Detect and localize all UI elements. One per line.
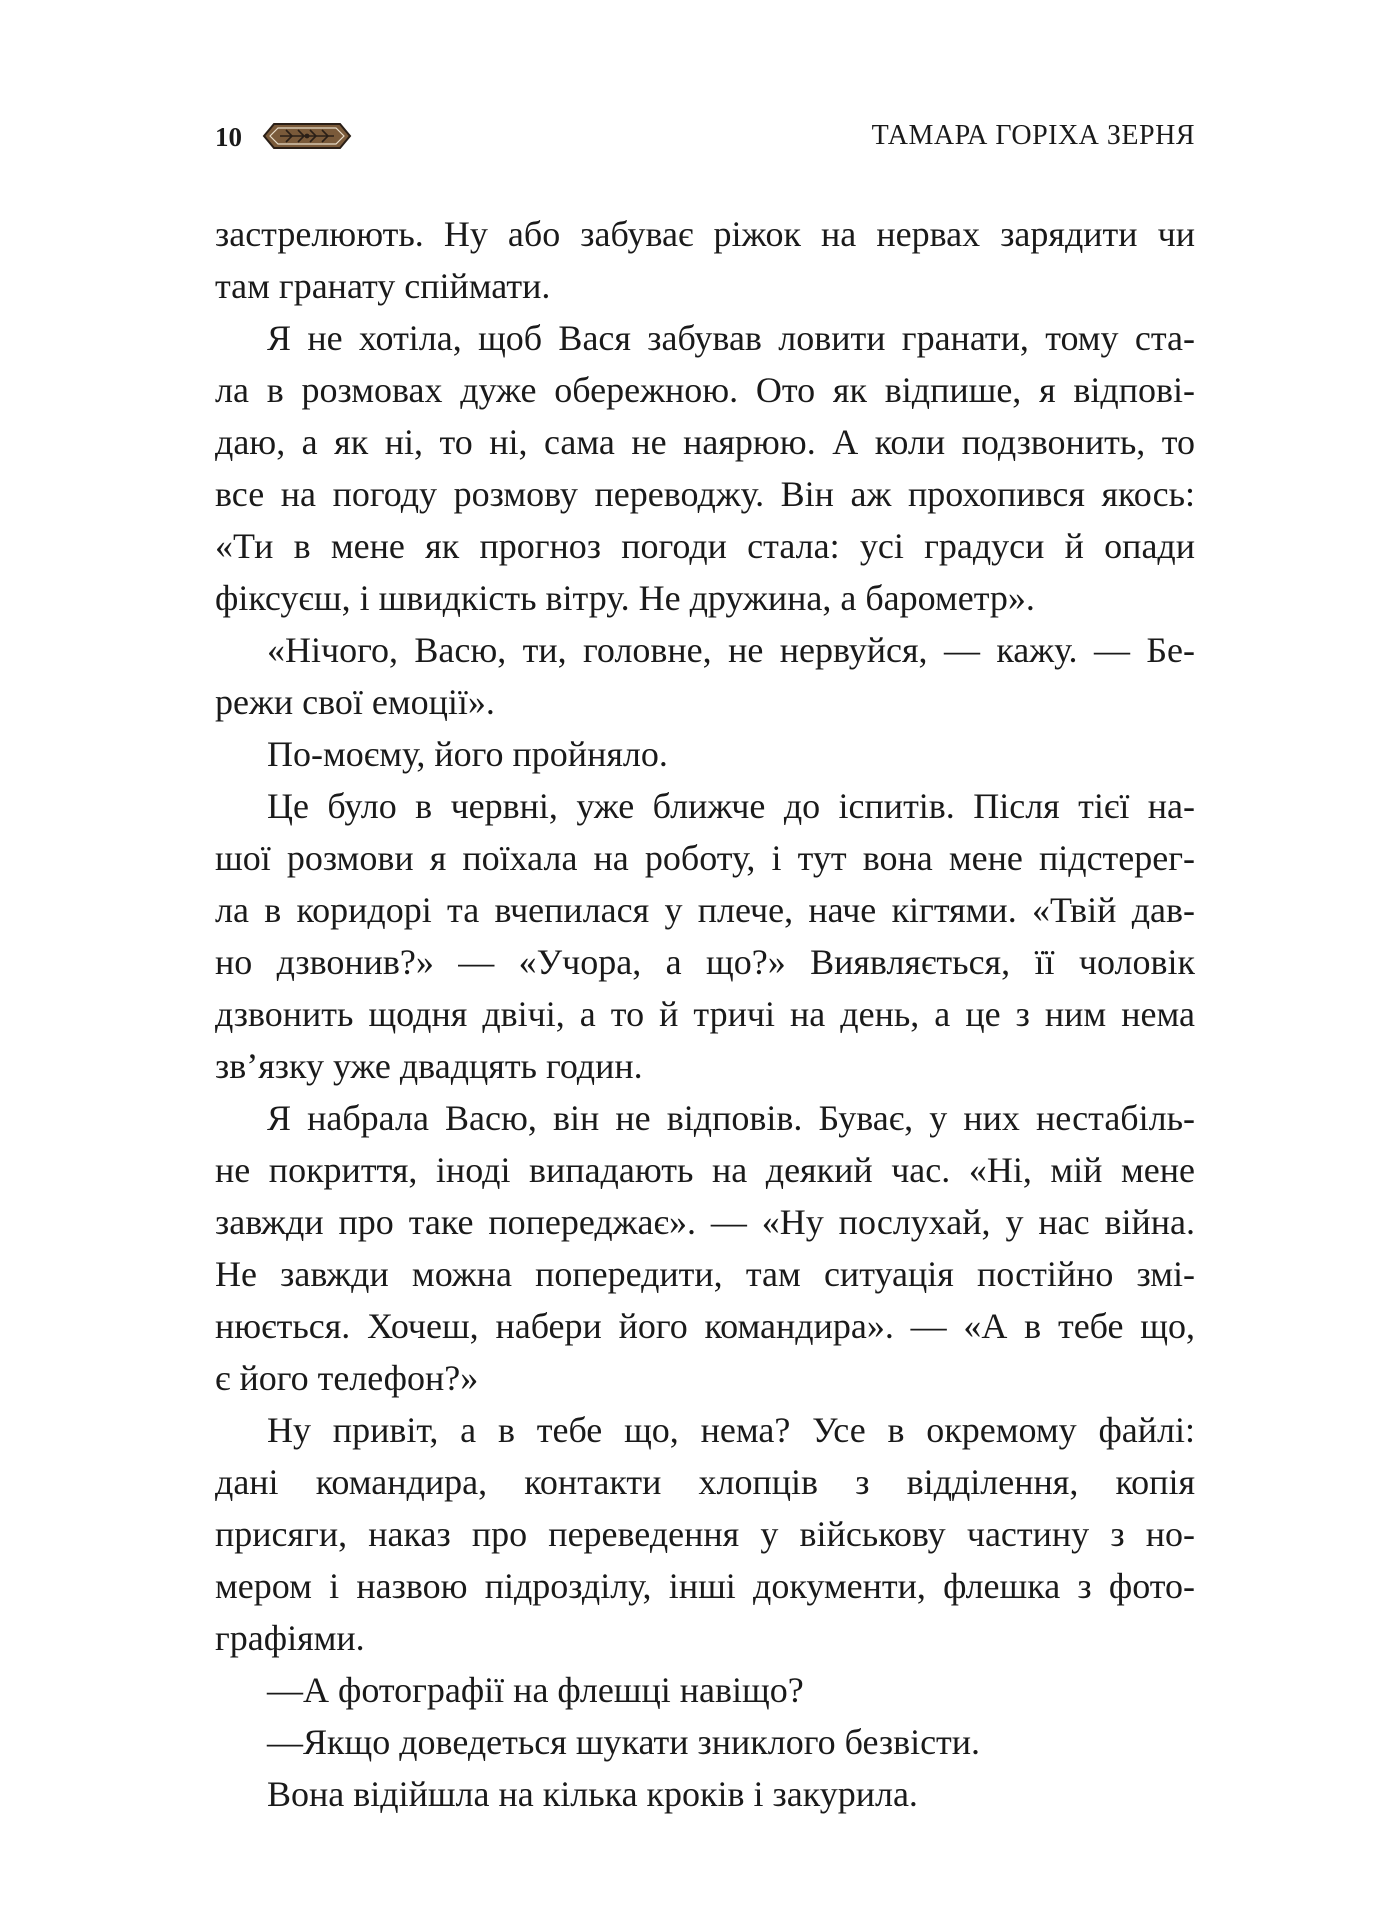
text-line: фіксуєш, і швидкість вітру. Не дружина, а барометр». <box>215 578 1035 618</box>
text-line: Я не хотіла, щоб Вася забував ловити гранати, тому ста- <box>267 318 1195 358</box>
text-line: «Ти в мене як прогноз погоди стала: усі градуси й опади <box>215 526 1195 566</box>
text-line: не покриття, іноді випадають на деякий час. «Ні, мій мене <box>215 1150 1195 1190</box>
text-line: дзвонить щодня двічі, а то й тричі на день, а це з ним нема <box>215 994 1195 1034</box>
text-line: застрелюють. Ну або забуває ріжок на нервах зарядити чи <box>215 214 1195 254</box>
text-line: присяги, наказ про переведення у військову частину з но- <box>215 1514 1195 1554</box>
text-line: «Нічого, Васю, ти, головне, не нервуйся, — кажу. — Бе- <box>267 630 1195 670</box>
running-title: ТАМАРА ГОРІХА ЗЕРНЯ <box>871 120 1195 151</box>
text-line: завжди про таке попереджає». — «Ну послухай, у нас війна. <box>215 1202 1195 1242</box>
text-line: зв’язку уже двадцять годин. <box>215 1046 643 1086</box>
text-line: графіями. <box>215 1618 365 1658</box>
folk-ornament-icon <box>262 118 352 154</box>
text-line: Ну привіт, а в тебе що, нема? Усе в окремому файлі: <box>267 1410 1195 1450</box>
text-line: режи свої емоції». <box>215 682 495 722</box>
page-number: 10 <box>215 122 242 152</box>
text-line: —Якщо доведеться шукати зниклого безвісти. <box>267 1722 981 1762</box>
text-line: Я набрала Васю, він не відповів. Буває, у них нестабіль- <box>267 1098 1195 1138</box>
text-line: дані командира, контакти хлопців з відділення, копія <box>215 1462 1195 1502</box>
text-line: Не завжди можна попередити, там ситуація постійно змі- <box>215 1254 1195 1294</box>
text-line: шої розмови я поїхала на роботу, і тут вона мене підстерег- <box>215 838 1195 878</box>
text-line: є його телефон?» <box>215 1358 479 1398</box>
text-line: ла в коридорі та вчепилася у плече, наче кігтями. «Твій дав- <box>215 890 1195 930</box>
text-line: —А фотографії на флешці навіщо? <box>267 1670 804 1710</box>
text-line: Вона відійшла на кілька кроків і закурила. <box>267 1774 918 1814</box>
text-line: даю, а як ні, то ні, сама не наярюю. А коли подзвонить, то <box>215 422 1195 462</box>
text-line: но дзвонив?» — «Учора, а що?» Виявляється, її чоловік <box>215 942 1195 982</box>
text-line: все на погоду розмову переводжу. Він аж прохопився якось: <box>215 474 1195 514</box>
text-line: нюється. Хочеш, набери його командира». — «А в тебе що, <box>215 1306 1195 1346</box>
text-line: ла в розмовах дуже обережною. Ото як відпише, я відпові- <box>215 370 1195 410</box>
running-head <box>215 112 1195 162</box>
text-line: По-моєму, його пройняло. <box>267 734 668 774</box>
text-line: мером і назвою підрозділу, інші документи, флешка з фото- <box>215 1566 1195 1606</box>
text-line: там гранату спіймати. <box>215 266 551 306</box>
text-line: Це було в червні, уже ближче до іспитів. Після тієї на- <box>267 786 1195 826</box>
body-text <box>215 208 1195 1820</box>
